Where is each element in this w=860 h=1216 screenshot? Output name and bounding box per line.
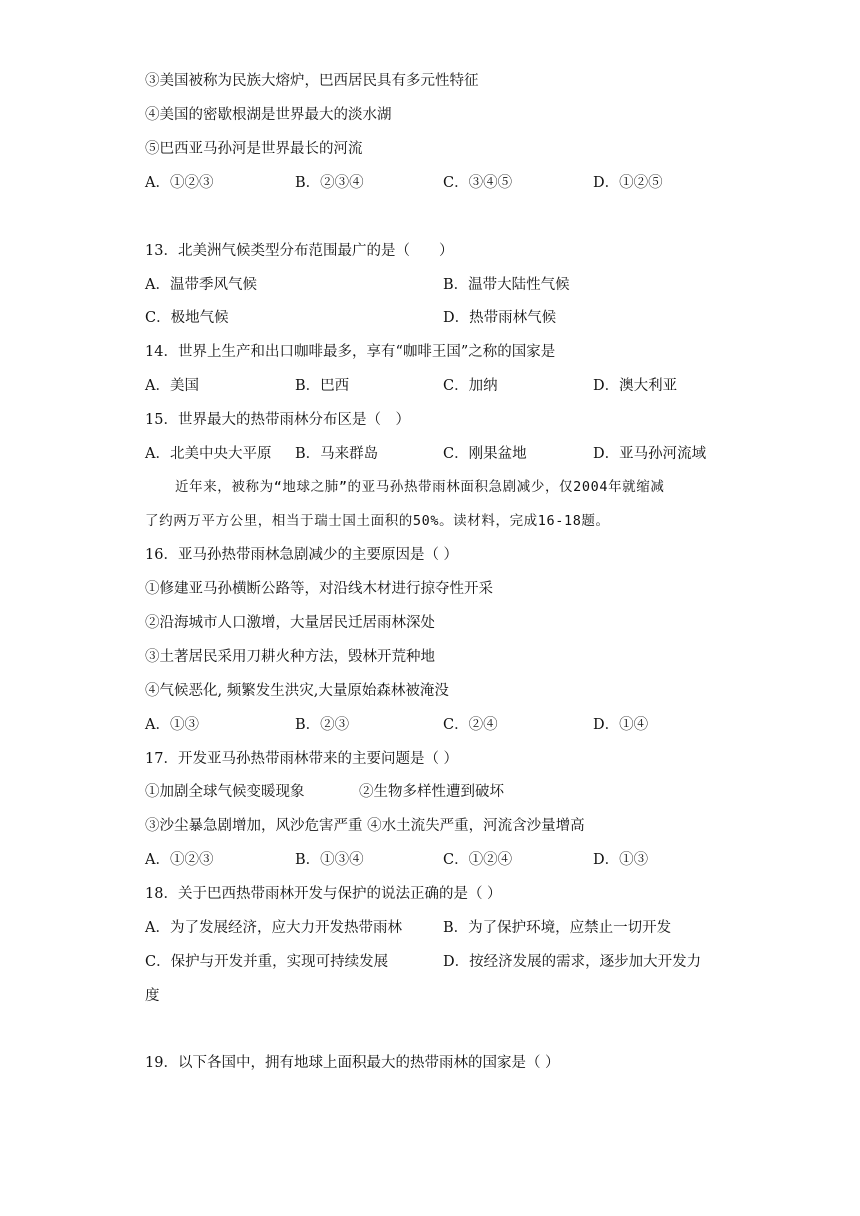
q18-option-a[interactable]: A．为了发展经济，应大力开发热带雨林 [145, 920, 402, 936]
q12-item-5: ⑤巴西亚马孙河是世界最长的河流 [145, 141, 363, 157]
q12-option-c[interactable]: C．③④⑤ [443, 175, 513, 191]
q16-option-c[interactable]: C．②④ [443, 717, 498, 733]
q17-option-d[interactable]: D．①③ [593, 852, 649, 868]
q18-option-b[interactable]: B．为了保护环境，应禁止一切开发 [443, 920, 672, 936]
q17-stem: 17．开发亚马孙热带雨林带来的主要问题是（ ） [145, 751, 459, 767]
q13-options-row1 [145, 275, 745, 295]
q14-option-b[interactable]: B．巴西 [295, 378, 350, 394]
q13-options-row2 [145, 308, 745, 328]
q15-option-a[interactable]: A．北美中央大平原 [145, 446, 272, 462]
q18-stem: 18．关于巴西热带雨林开发与保护的说法正确的是（ ） [145, 886, 502, 902]
q17-items-row1 [145, 782, 745, 802]
q18-option-d-wrap: 度 [145, 988, 160, 1004]
q15-options [145, 444, 745, 464]
q13-option-b[interactable]: B．温带大陆性气候 [443, 277, 570, 293]
q12-option-a[interactable]: A．①②③ [145, 175, 214, 191]
q17-items-row2: ③沙尘暴急剧增加，风沙危害严重 ④水土流失严重，河流含沙量增高 [145, 818, 585, 834]
q16-item-4: ④气候恶化, 频繁发生洪灾,大量原始森林被淹没 [145, 683, 449, 699]
q17-option-b[interactable]: B．①③④ [295, 852, 364, 868]
q12-item-4: ④美国的密歇根湖是世界最大的淡水湖 [145, 107, 392, 123]
q14-options [145, 376, 745, 396]
q16-item-2: ②沿海城市人口激增，大量居民迁居雨林深处 [145, 615, 435, 631]
q14-option-a[interactable]: A．美国 [145, 378, 199, 394]
q14-stem: 14．世界上生产和出口咖啡最多，享有“咖啡王国”之称的国家是 [145, 344, 556, 360]
q16-option-b[interactable]: B．②③ [295, 717, 350, 733]
q17-option-a[interactable]: A．①②③ [145, 852, 214, 868]
q14-option-c[interactable]: C．加纳 [443, 378, 498, 394]
q18-options-row2 [145, 952, 745, 972]
q19-stem: 19．以下各国中，拥有地球上面积最大的热带雨林的国家是（ ） [145, 1055, 560, 1071]
q13-option-c[interactable]: C．极地气候 [145, 310, 229, 326]
q16-item-3: ③土著居民采用刀耕火种方法，毁林开荒种地 [145, 649, 435, 665]
q18-option-d[interactable]: D．按经济发展的需求，逐步加大开发力 [443, 954, 702, 970]
q13-option-d[interactable]: D．热带雨林气候 [443, 310, 557, 326]
q12-option-d[interactable]: D．①②⑤ [593, 175, 663, 191]
q16-item-1: ①修建亚马孙横断公路等，对沿线木材进行掠夺性开采 [145, 581, 493, 597]
q18-option-c[interactable]: C．保护与开发并重，实现可持续发展 [145, 954, 389, 970]
q13-stem: 13．北美洲气候类型分布范围最广的是（ ） [145, 243, 454, 259]
q13-option-a[interactable]: A．温带季风气候 [145, 277, 257, 293]
q16-option-a[interactable]: A．①③ [145, 717, 199, 733]
passage-line-2: 了约两万平方公里，相当于瑞士国土面积的50%。读材料，完成16-18题。 [145, 513, 610, 529]
q16-option-d[interactable]: D．①④ [593, 717, 649, 733]
q15-option-c[interactable]: C．刚果盆地 [443, 446, 527, 462]
q17-option-c[interactable]: C．①②④ [443, 852, 513, 868]
q14-option-d[interactable]: D．澳大利亚 [593, 378, 678, 394]
q12-options [145, 173, 745, 193]
passage-line-1: 近年来，被称为“地球之肺”的亚马孙热带雨林面积急剧减少，仅2004年就缩减 [175, 479, 665, 495]
q16-stem: 16．亚马孙热带雨林急剧减少的主要原因是（ ） [145, 547, 459, 563]
q18-options-row1 [145, 918, 745, 938]
q15-option-d[interactable]: D．亚马孙河流域 [593, 446, 707, 462]
q17-item-2: ②生物多样性遭到破坏 [359, 784, 504, 800]
q17-options [145, 850, 745, 870]
q16-options [145, 715, 745, 735]
q12-option-b[interactable]: B．②③④ [295, 175, 364, 191]
q15-stem: 15．世界最大的热带雨林分布区是（ ） [145, 412, 410, 428]
q15-option-b[interactable]: B．马来群岛 [295, 446, 379, 462]
q12-item-3: ③美国被称为民族大熔炉，巴西居民具有多元性特征 [145, 73, 479, 89]
q17-item-1: ①加剧全球气候变暖现象 [145, 784, 305, 800]
